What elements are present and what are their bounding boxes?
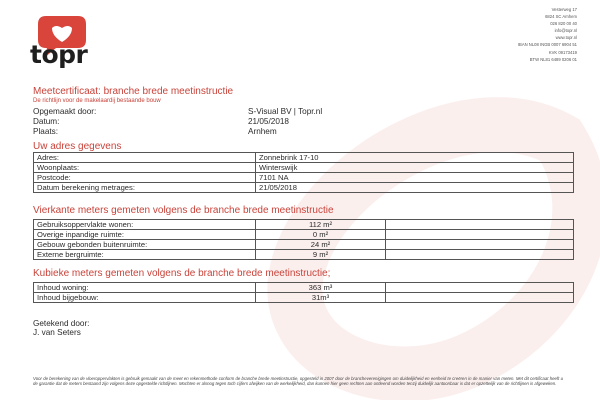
table-cell-label: Overige inpandige ruimte: — [34, 230, 256, 240]
table-cell-value: 24 m² — [256, 240, 386, 250]
signature-label: Getekend door: — [33, 319, 90, 328]
table-cell-empty — [386, 220, 574, 230]
table-cell-empty — [386, 250, 574, 260]
cubic-meters-section-title: Kubieke meters gemeten volgens de branche brede meetinstructie; — [33, 268, 331, 279]
table-row — [34, 240, 574, 250]
table-cell-label: Datum berekening metrages: — [34, 183, 256, 193]
table-cell-empty — [386, 283, 574, 293]
table-row — [34, 250, 574, 260]
cubic-meters-table — [33, 282, 574, 303]
company-line: Vesterweg 17 — [551, 7, 577, 12]
company-website-link[interactable]: www.topr.nl — [555, 35, 577, 41]
field-value: S-Visual BV | Topr.nl — [248, 107, 323, 116]
table-cell-value: 31m³ — [256, 293, 386, 303]
table-cell-empty — [386, 293, 574, 303]
table-row — [34, 283, 574, 293]
table-cell-label: Gebouw gebonden buitenruimte: — [34, 240, 256, 250]
table-cell-value: 363 m³ — [256, 283, 386, 293]
field-label: Plaats: — [33, 127, 59, 136]
table-cell-label: Adres: — [34, 153, 256, 163]
company-line: BTW NL81 6489 0206 01 — [529, 56, 577, 62]
table-cell-value: Zonnebrink 17-10 — [256, 153, 574, 163]
table-cell-value: 7101 NA — [256, 173, 574, 183]
square-meters-section-title: Vierkante meters gemeten volgens de branche brede meetinstructie — [33, 205, 334, 216]
square-meters-table — [33, 219, 574, 260]
table-cell-label: Woonplaats: — [34, 163, 256, 173]
company-line: 6824 SC Arnhem — [545, 14, 577, 20]
field-label: Datum: — [33, 117, 60, 126]
field-value: 21/05/2018 — [248, 117, 289, 126]
signature-name: J. van Seters — [33, 328, 81, 337]
table-row — [34, 173, 574, 183]
company-line: 026 820 00 40 — [550, 21, 577, 27]
field-label: Opgemaakt door: — [33, 107, 97, 116]
table-row — [34, 183, 574, 193]
table-cell-value: 9 m² — [256, 250, 386, 260]
table-cell-empty — [386, 230, 574, 240]
table-cell-label: Postcode: — [34, 173, 256, 183]
address-table — [33, 152, 574, 193]
certificate-subtitle: De richtlijn voor de makelaardij bestaande bouw — [33, 98, 161, 104]
table-row — [34, 220, 574, 230]
company-details — [518, 6, 577, 63]
table-row — [34, 153, 574, 163]
table-cell-label: Inhoud woning: — [34, 283, 256, 293]
company-line: KVK 09173419 — [548, 49, 577, 55]
table-cell-value: 112 m² — [256, 220, 386, 230]
table-cell-value: Winterswijk — [256, 163, 574, 173]
company-line: IBAN NL08 INGB 0007 6904 51 — [517, 42, 577, 48]
field-value: Arnhem — [248, 127, 277, 136]
company-email-link[interactable]: info@topr.nl — [554, 28, 577, 34]
table-row — [34, 293, 574, 303]
table-cell-label: Gebruiksoppervlakte wonen: — [34, 220, 256, 230]
table-row — [34, 230, 574, 240]
table-cell-label: Externe bergruimte: — [34, 250, 256, 260]
table-cell-empty — [386, 240, 574, 250]
table-row — [34, 163, 574, 173]
footnote: Voor de berekening van de vloeroppervlakten is gebruik gemaakt van de meet en rekenmethode conform de branche brede meetinstructie, opgesteld in 2007 door de brancheverenigingen om duidelijkheid en eenheid te creëren in de manier van meten. Met dit certificaat heeft u de garantie dat de meters bestaand zijn volgens deze opgestelde richtlijnen. Mochten er alsnog tegen toch cijfers afwijken van de werkelijkheid, dan kunnen hier geen rechten aan ontleend worden tenzij duidelijk aantoonbaar is dat er opzettelijk van de richtlijnen is afgeweken. — [33, 376, 563, 387]
brand-name: topr — [30, 40, 88, 69]
table-cell-value: 0 m² — [256, 230, 386, 240]
table-cell-label: Inhoud bijgebouw: — [34, 293, 256, 303]
certificate-title: Meetcertificaat: branche brede meetinstructie — [33, 86, 234, 97]
table-cell-value: 21/05/2018 — [256, 183, 574, 193]
address-section-title: Uw adres gegevens — [33, 141, 122, 152]
